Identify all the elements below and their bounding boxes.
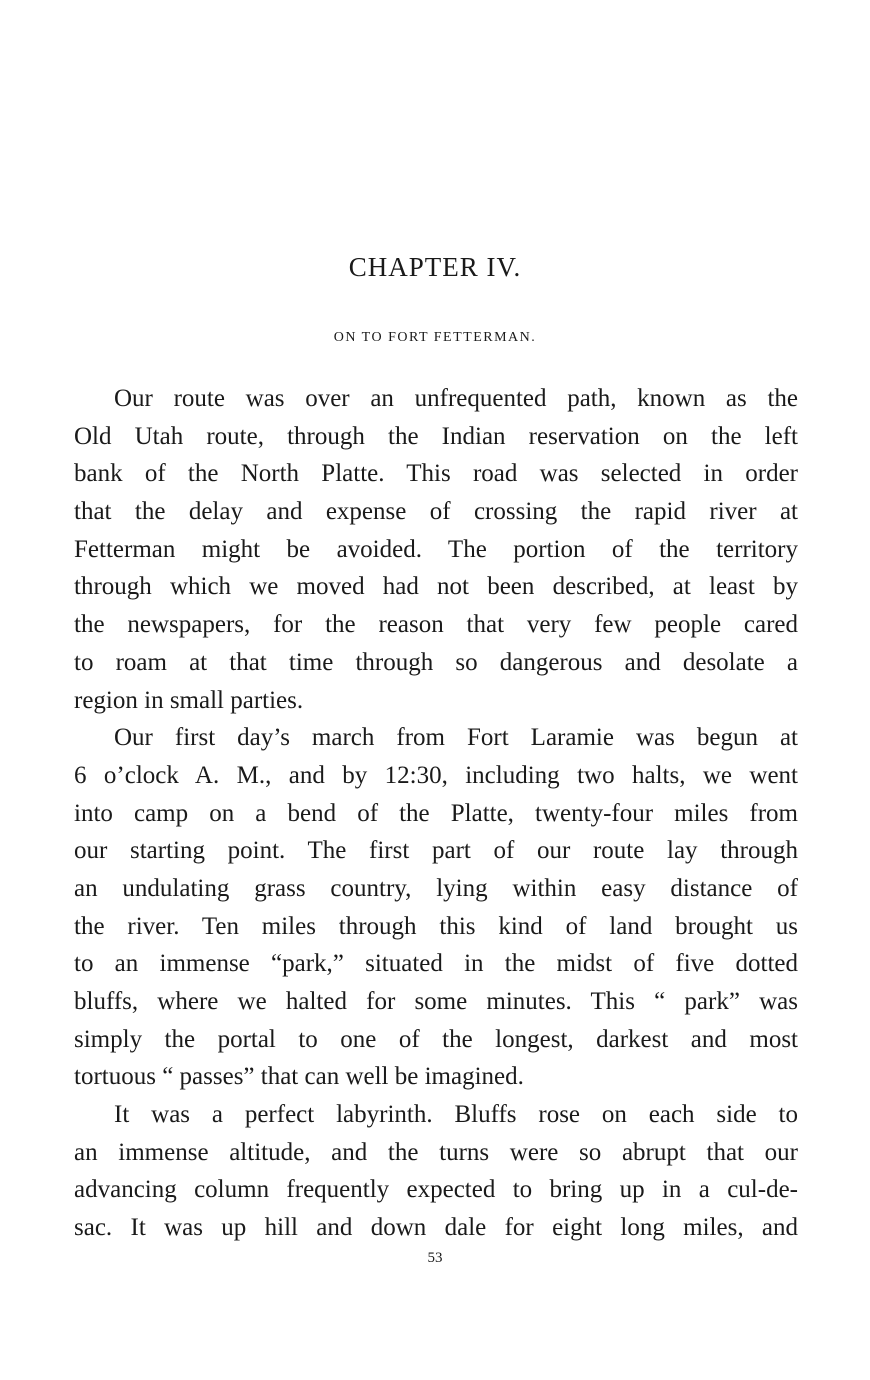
text-line: the newspapers, for the reason that very few people cared bbox=[74, 611, 798, 639]
text-line: bluffs, where we halted for some minutes. This “ park” was bbox=[74, 988, 798, 1015]
chapter-title: CHAPTER IV. bbox=[348, 252, 522, 282]
text-line: our starting point. The first part of our route lay through bbox=[74, 837, 798, 865]
text-line: Fetterman might be avoided. The portion of the territory bbox=[74, 535, 798, 563]
text-line: to roam at that time through so dangerous and desolate a bbox=[74, 648, 798, 676]
chapter-subtitle: ON TO FORT FETTERMAN. bbox=[333, 330, 537, 345]
text-line: bank of the North Platte. This road was selected in order bbox=[74, 460, 798, 488]
text-line: Our route was over an unfrequented path, known as the bbox=[114, 385, 798, 412]
page-number: 53 bbox=[427, 1250, 443, 1266]
text-line: to an immense “park,” situated in the midst of five dotted bbox=[74, 950, 798, 978]
text-line: region in small parties. bbox=[74, 686, 304, 714]
text-line: sac. It was up hill and down dale for eight long miles, and bbox=[74, 1214, 798, 1242]
text-line: 6 o’clock A. M., and by 12:30, including two halts, we went bbox=[74, 761, 798, 789]
text-line: an immense altitude, and the turns were so abrupt that our bbox=[74, 1138, 798, 1166]
text-line: simply the portal to one of the longest, darkest and most bbox=[74, 1025, 798, 1053]
text-line: tortuous “ passes” that can well be imagined. bbox=[74, 1063, 524, 1091]
body-text bbox=[74, 380, 798, 1247]
text-line: into camp on a bend of the Platte, twenty-four miles from bbox=[74, 799, 798, 827]
text-line: through which we moved had not been described, at least by bbox=[74, 573, 798, 601]
text-line: It was a perfect labyrinth. Bluffs rose on each side to bbox=[114, 1101, 798, 1129]
text-line: an undulating grass country, lying within easy distance of bbox=[74, 874, 798, 902]
text-line: Old Utah route, through the Indian reservation on the left bbox=[74, 422, 798, 450]
text-line: the river. Ten miles through this kind of land brought us bbox=[74, 912, 798, 940]
text-line: advancing column frequently expected to bring up in a cul-de- bbox=[74, 1176, 798, 1204]
text-line: Our first day’s march from Fort Laramie was begun at bbox=[114, 724, 798, 752]
text-line: that the delay and expense of crossing the rapid river at bbox=[74, 498, 798, 526]
